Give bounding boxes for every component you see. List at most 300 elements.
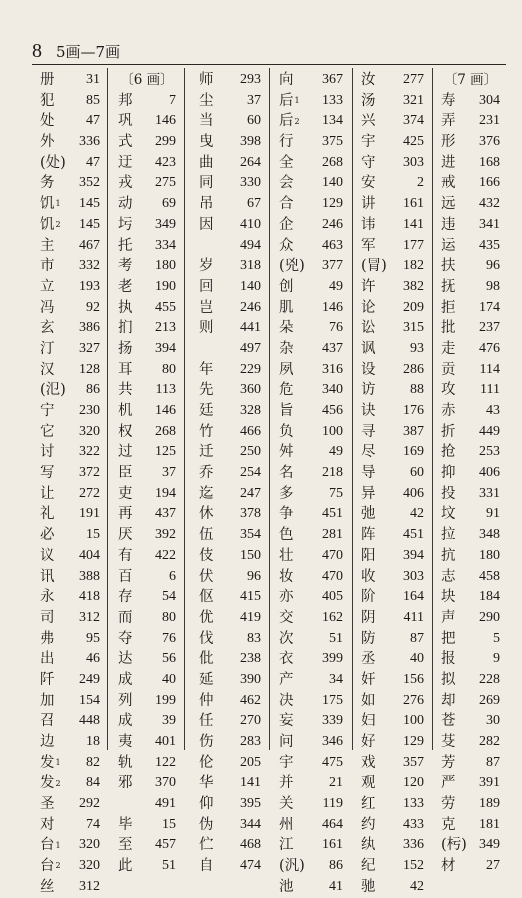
entry-page-number: 37 <box>247 92 261 108</box>
index-entry <box>361 856 424 877</box>
entry-page-number: 410 <box>240 216 261 232</box>
index-entry <box>361 525 424 546</box>
entry-page-number: 83 <box>247 630 261 646</box>
index-entry <box>361 629 424 650</box>
entry-page-number: 18 <box>86 734 100 749</box>
entry-character: 舛 <box>279 444 294 461</box>
entry-page-number: 349 <box>479 837 500 853</box>
entry-character: 妇 <box>361 713 376 730</box>
entry-character: 苍 <box>441 713 456 730</box>
entry-page-number: 231 <box>479 113 500 129</box>
entry-character: 托 <box>118 237 133 254</box>
entry-page-number: 406 <box>403 485 424 501</box>
entry-page-number: 405 <box>322 589 343 605</box>
entry-page-number: 145 <box>79 196 100 212</box>
entry-page-number: 5 <box>493 630 500 646</box>
entry-character: 问 <box>279 734 294 750</box>
index-entry <box>118 525 176 546</box>
index-entry <box>279 236 343 257</box>
entry-page-number: 398 <box>240 134 261 150</box>
entry-page-number: 339 <box>322 713 343 729</box>
entry-character: 边 <box>40 734 55 750</box>
entry-character: 投 <box>441 485 456 502</box>
entry-character: 拟 <box>441 671 456 688</box>
index-entry <box>118 608 176 629</box>
entry-page-number: 84 <box>86 775 100 791</box>
entry-character: 延 <box>199 671 214 688</box>
entry-page-number: 91 <box>486 506 500 522</box>
index-entry <box>361 256 424 277</box>
index-entry <box>40 670 100 691</box>
entry-character: 市 <box>40 258 55 275</box>
entry-character: 竹 <box>199 423 214 440</box>
entry-character: 阶 <box>361 589 376 606</box>
entry-character: 运 <box>441 237 456 254</box>
index-entry <box>441 91 500 112</box>
index-entry <box>40 629 100 650</box>
entry-page-number: 382 <box>403 278 424 294</box>
variant-superscript: 2 <box>55 220 61 230</box>
index-entry <box>441 856 500 877</box>
index-entry <box>199 711 261 732</box>
entry-character: 伫 <box>199 837 214 854</box>
entry-page-number: 386 <box>79 320 100 336</box>
entry-character: 阵 <box>361 527 376 544</box>
entry-page-number: 87 <box>486 754 500 770</box>
index-entry <box>118 194 176 215</box>
entry-page-number: 146 <box>155 113 176 129</box>
stroke-range-title: 5画—7画 <box>56 43 121 61</box>
entry-page-number: 140 <box>322 175 343 191</box>
entry-character: 过 <box>118 444 133 461</box>
index-entry <box>199 525 261 546</box>
index-entry <box>441 525 500 546</box>
entry-character: 同 <box>199 175 214 192</box>
entry-page-number: 218 <box>322 465 343 481</box>
index-entry <box>40 835 100 856</box>
entry-character: 创 <box>279 278 294 295</box>
entry-character: 主 <box>40 237 55 254</box>
entry-page-number: 41 <box>329 878 343 894</box>
index-entry <box>441 691 500 712</box>
entry-page-number: 270 <box>240 713 261 729</box>
entry-page-number: 75 <box>329 485 343 501</box>
entry-page-number: 95 <box>86 630 100 646</box>
stroke-section-heading: 〔7 画〕 <box>443 72 498 88</box>
index-entry <box>441 318 500 339</box>
entry-character: 后 <box>279 92 294 109</box>
entry-character: 先 <box>199 382 214 399</box>
entry-character: 汉 <box>40 361 55 378</box>
entry-character: 亦 <box>279 589 294 606</box>
entry-character: 任 <box>199 713 214 730</box>
index-entry <box>361 691 424 712</box>
index-entry <box>199 629 261 650</box>
entry-character: 汤 <box>361 92 376 109</box>
entry-page-number: 399 <box>322 651 343 667</box>
entry-page-number: 34 <box>329 671 343 687</box>
entry-page-number: 491 <box>155 796 176 812</box>
entry-page-number: 435 <box>479 237 500 253</box>
index-entry <box>361 194 424 215</box>
index-entry <box>118 173 176 194</box>
index-entry <box>199 298 261 319</box>
index-entry <box>361 318 424 339</box>
index-entry <box>279 401 343 422</box>
entry-page-number: 463 <box>322 237 343 253</box>
index-entry <box>361 70 424 91</box>
index-entry <box>118 484 176 505</box>
entry-character: 召 <box>40 713 55 730</box>
entry-character: 产 <box>279 671 294 688</box>
entry-page-number: 475 <box>322 754 343 770</box>
index-entry <box>441 339 500 360</box>
index-column-6 <box>441 70 500 875</box>
entry-character: 达 <box>118 651 133 668</box>
index-entry <box>361 546 424 567</box>
entry-character: 妄 <box>279 713 294 730</box>
entry-character: 迁 <box>199 444 214 461</box>
index-entry <box>361 153 424 174</box>
entry-page-number: 470 <box>322 547 343 563</box>
column-divider <box>184 68 185 750</box>
index-entry <box>279 463 343 484</box>
entry-page-number: 392 <box>155 527 176 543</box>
index-entry <box>279 587 343 608</box>
index-entry <box>441 442 500 463</box>
index-entry <box>118 380 176 401</box>
entry-character: 吊 <box>199 196 214 213</box>
index-entry <box>279 360 343 381</box>
entry-character: 机 <box>118 403 133 419</box>
entry-page-number: 87 <box>410 630 424 646</box>
entry-page-number: 191 <box>79 506 100 522</box>
index-entry <box>199 339 261 360</box>
entry-character: 成 <box>118 713 133 730</box>
index-entry <box>118 815 176 836</box>
entry-page-number: 254 <box>240 465 261 481</box>
index-entry <box>40 567 100 588</box>
entry-character: 声 <box>441 609 456 626</box>
entry-character: 此 <box>118 858 133 875</box>
entry-page-number: 156 <box>403 671 424 687</box>
entry-page-number: 344 <box>240 816 261 832</box>
entry-character: 饥 <box>40 196 55 213</box>
entry-page-number: 423 <box>155 154 176 170</box>
entry-character: 企 <box>279 216 294 233</box>
index-entry <box>199 773 261 794</box>
index-entry <box>40 422 100 443</box>
entry-page-number: 476 <box>479 340 500 356</box>
entry-page-number: 432 <box>479 196 500 212</box>
entry-character: 议 <box>40 547 55 564</box>
index-entry <box>441 711 500 732</box>
entry-character: 仰 <box>199 796 214 813</box>
entry-character: 批 <box>441 320 456 337</box>
entry-page-number: 304 <box>479 92 500 108</box>
entry-page-number: 111 <box>480 382 500 398</box>
entry-page-number: 360 <box>240 382 261 398</box>
entry-character: 形 <box>441 134 456 151</box>
entry-character: (汎) <box>279 858 305 875</box>
entry-page-number: 246 <box>322 216 343 232</box>
entry-character: 伎 <box>199 547 214 564</box>
entry-page-number: 282 <box>479 734 500 749</box>
index-entry <box>361 504 424 525</box>
index-entry <box>40 691 100 712</box>
entry-character: 有 <box>118 547 133 564</box>
entry-page-number: 320 <box>79 837 100 853</box>
entry-page-number: 253 <box>479 444 500 460</box>
index-entry <box>441 649 500 670</box>
entry-character: 仳 <box>199 651 214 668</box>
index-entry <box>441 173 500 194</box>
entry-character: 丞 <box>361 651 376 668</box>
entry-character: 众 <box>279 237 294 254</box>
entry-character: 块 <box>441 589 456 606</box>
entry-character: 安 <box>361 175 376 192</box>
entry-character: 台 <box>40 858 55 875</box>
entry-page-number: 15 <box>86 527 100 543</box>
entry-page-number: 168 <box>479 154 500 170</box>
entry-page-number: 437 <box>322 340 343 356</box>
column-divider <box>352 68 353 750</box>
index-entry <box>199 649 261 670</box>
entry-character: 坟 <box>441 506 456 523</box>
entry-character: 岂 <box>199 299 214 316</box>
entry-page-number: 322 <box>79 444 100 460</box>
index-entry <box>441 546 500 567</box>
entry-page-number: 415 <box>240 589 261 605</box>
entry-character: 并 <box>279 775 294 792</box>
entry-page-number: 418 <box>79 589 100 605</box>
entry-page-number: 76 <box>329 320 343 336</box>
index-entry <box>279 298 343 319</box>
entry-character: 华 <box>199 775 214 792</box>
index-entry <box>441 132 500 153</box>
entry-character: 守 <box>361 154 376 171</box>
entry-page-number: 80 <box>162 609 176 625</box>
index-entry <box>279 91 343 112</box>
index-entry <box>40 256 100 277</box>
entry-character: 寻 <box>361 423 376 440</box>
index-entry <box>361 91 424 112</box>
entry-character: 奸 <box>361 671 376 688</box>
index-entry <box>279 318 343 339</box>
index-entry <box>199 504 261 525</box>
index-entry <box>40 339 100 360</box>
entry-page-number: 468 <box>240 837 261 853</box>
entry-page-number: 15 <box>162 816 176 832</box>
index-entry <box>118 111 176 132</box>
variant-superscript: 1 <box>55 758 61 768</box>
index-entry <box>118 91 176 112</box>
entry-page-number: 341 <box>479 216 500 232</box>
index-entry <box>279 732 343 753</box>
entry-page-number: 31 <box>86 72 100 87</box>
entry-page-number: 277 <box>403 72 424 87</box>
entry-character: 走 <box>441 340 456 357</box>
column-divider <box>432 68 433 750</box>
index-entry <box>279 546 343 567</box>
index-entry <box>199 691 261 712</box>
index-entry <box>279 111 343 132</box>
index-entry <box>279 773 343 794</box>
index-entry <box>40 442 100 463</box>
index-entry <box>118 504 176 525</box>
index-entry <box>40 70 100 91</box>
index-entry <box>279 691 343 712</box>
index-entry <box>199 835 261 856</box>
entry-character: 对 <box>40 816 55 833</box>
entry-page-number: 283 <box>240 734 261 749</box>
entry-page-number: 228 <box>479 671 500 687</box>
index-entry <box>279 856 343 877</box>
entry-character: (冐) <box>361 258 387 275</box>
entry-character: 扶 <box>441 258 456 275</box>
entry-page-number: 141 <box>240 775 261 791</box>
entry-character: 全 <box>279 154 294 171</box>
entry-page-number: 169 <box>403 444 424 460</box>
entry-character: 池 <box>279 878 294 895</box>
index-entry <box>361 567 424 588</box>
index-entry <box>199 380 261 401</box>
index-entry <box>40 132 100 153</box>
entry-character: 当 <box>199 113 214 130</box>
entry-character: 贡 <box>441 361 456 378</box>
index-entry <box>40 711 100 732</box>
entry-page-number: 292 <box>79 796 100 812</box>
entry-page-number: 394 <box>403 547 424 563</box>
entry-character: 永 <box>40 589 55 606</box>
entry-page-number: 166 <box>479 175 500 191</box>
index-entry <box>40 504 100 525</box>
index-entry <box>118 649 176 670</box>
index-entry <box>199 442 261 463</box>
entry-character: 后 <box>279 113 294 130</box>
entry-page-number: 464 <box>322 816 343 832</box>
index-entry <box>361 877 424 898</box>
entry-character: 台 <box>40 837 55 854</box>
entry-page-number: 346 <box>322 734 343 749</box>
index-entry <box>40 298 100 319</box>
entry-character: 严 <box>441 775 456 792</box>
entry-page-number: 76 <box>162 630 176 646</box>
entry-character: 兴 <box>361 113 376 130</box>
index-entry <box>441 567 500 588</box>
entry-page-number: 199 <box>155 692 176 708</box>
entry-character: 毕 <box>118 816 133 833</box>
entry-character: 犯 <box>40 92 55 109</box>
entry-character: 再 <box>118 506 133 523</box>
entry-character: 戎 <box>118 175 133 192</box>
index-entry <box>361 360 424 381</box>
index-entry <box>40 360 100 381</box>
entry-page-number: 330 <box>240 175 261 191</box>
index-entry <box>199 153 261 174</box>
entry-page-number: 96 <box>247 568 261 584</box>
index-entry <box>199 360 261 381</box>
index-entry <box>361 794 424 815</box>
entry-page-number: 457 <box>155 837 176 853</box>
entry-page-number: 348 <box>479 527 500 543</box>
index-entry <box>199 732 261 753</box>
entry-page-number: 354 <box>240 527 261 543</box>
index-entry <box>279 173 343 194</box>
entry-page-number: 190 <box>155 278 176 294</box>
entry-page-number: 128 <box>79 361 100 377</box>
index-entry <box>118 753 176 774</box>
entry-character: 折 <box>441 423 456 440</box>
entry-page-number: 281 <box>322 527 343 543</box>
index-entry <box>40 608 100 629</box>
index-entry <box>441 753 500 774</box>
entry-page-number: 213 <box>155 320 176 336</box>
index-entry <box>118 422 176 443</box>
index-entry <box>361 236 424 257</box>
page-header <box>32 40 120 62</box>
entry-page-number: 47 <box>86 154 100 170</box>
index-entry <box>118 773 176 794</box>
entry-character: 报 <box>441 651 456 668</box>
entry-page-number: 162 <box>322 609 343 625</box>
entry-character: 动 <box>118 196 133 213</box>
entry-page-number: 134 <box>322 113 343 129</box>
entry-character: 远 <box>441 196 456 213</box>
entry-page-number: 394 <box>155 340 176 356</box>
entry-character: 劳 <box>441 796 456 813</box>
entry-page-number: 303 <box>403 568 424 584</box>
variant-superscript: 1 <box>294 96 300 106</box>
entry-page-number: 85 <box>86 92 100 108</box>
entry-character: 宇 <box>279 754 294 771</box>
entry-page-number: 370 <box>155 775 176 791</box>
index-entry <box>361 835 424 856</box>
index-entry <box>361 753 424 774</box>
entry-character: 旨 <box>279 403 294 419</box>
entry-page-number: 133 <box>403 796 424 812</box>
index-entry <box>361 298 424 319</box>
entry-character: 赤 <box>441 403 456 419</box>
index-entry <box>40 236 100 257</box>
entry-character: 曲 <box>199 154 214 171</box>
entry-page-number: 119 <box>322 796 343 812</box>
entry-page-number: 328 <box>240 403 261 418</box>
entry-page-number: 230 <box>79 403 100 418</box>
entry-character: 把 <box>441 630 456 647</box>
entry-page-number: 250 <box>240 444 261 460</box>
index-entry <box>279 339 343 360</box>
entry-page-number: 367 <box>322 72 343 87</box>
entry-page-number: 494 <box>240 237 261 253</box>
entry-page-number: 327 <box>79 340 100 356</box>
entry-page-number: 182 <box>403 258 424 274</box>
index-entry <box>118 463 176 484</box>
index-entry <box>118 442 176 463</box>
index-entry <box>118 153 176 174</box>
entry-page-number: 268 <box>322 154 343 170</box>
entry-character: 邦 <box>118 92 133 109</box>
index-entry <box>40 194 100 215</box>
entry-character: 论 <box>361 299 376 316</box>
index-entry <box>199 815 261 836</box>
index-entry <box>441 629 500 650</box>
index-entry <box>118 132 176 153</box>
entry-character: 红 <box>361 796 376 813</box>
index-entry <box>441 587 500 608</box>
index-entry <box>199 277 261 298</box>
entry-character: 多 <box>279 485 294 502</box>
